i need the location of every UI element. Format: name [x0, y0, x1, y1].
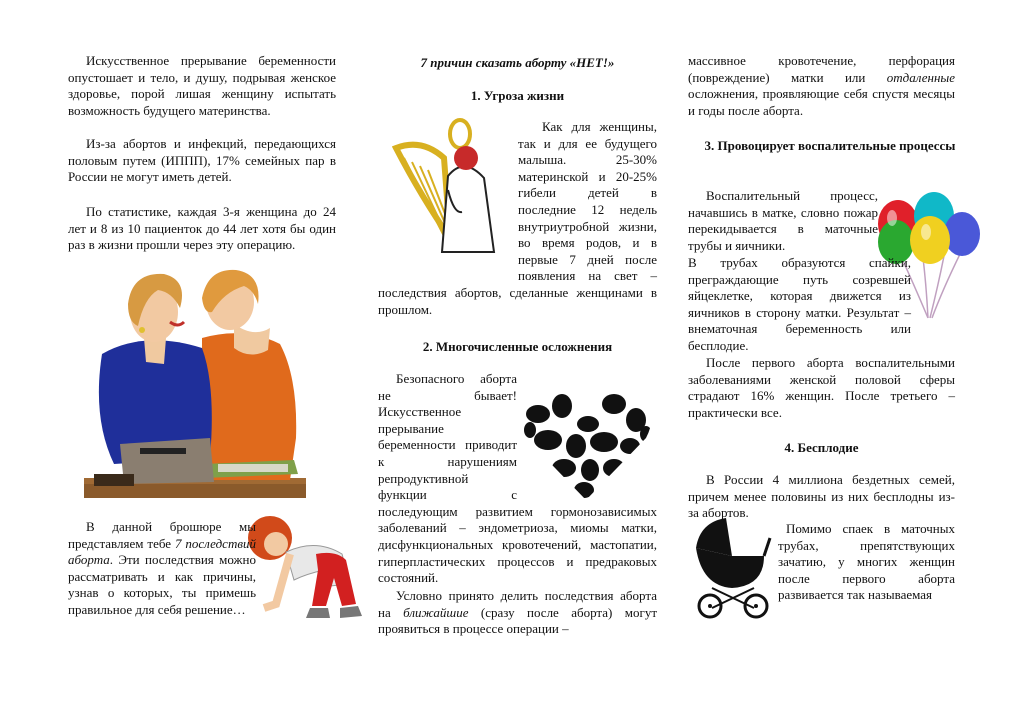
col3-paragraph-6: [778, 521, 955, 604]
col2-paragraph-3: [378, 588, 657, 638]
col3-paragraph-5: В России 4 миллиона бездетных семей, причем менее половины из них бесплодны из-за абортов.: [688, 472, 955, 521]
col1-paragraph-2: Из-за абортов и инфекций, передающихся половым путем (ИППП), 17% семейных пар в России не могут иметь детей.: [68, 136, 336, 185]
col1-p4-text-a: В данной брошюре мы представляем тебе: [68, 519, 256, 551]
col3-p1-text-b: осложнения, проявляющие себя спустя месяцы и годы после аборта.: [688, 86, 955, 118]
col2-p3-emphasis: ближайшие: [403, 604, 469, 620]
heading-complications: 2. Многочисленные осложнения: [422, 339, 613, 354]
col3-p3-text: В трубах образуются спайки, преграждающие путь созревшей яйцеклетке, которая движется из яичников в сторону матки. Результат – внематочная беременность или бесплодие.: [688, 255, 911, 353]
col1-p4-emphasis: 7 последствий аборта: [68, 535, 256, 568]
col1-paragraph-4: [68, 519, 256, 619]
col2-p1-text: Как для женщины, так и для ее будущего малыша. 25-30% материнской и 20-25% гибели детей в последние 12 недель внутриутробной жизни, во время родов, и в первые 7 дней после появления на свет – последствия абортов, сделанные женщинами в прошлом.: [378, 119, 657, 317]
col2-paragraph-2: [378, 371, 657, 587]
heading-threat-to-life: 1. Угроза жизни: [470, 88, 565, 103]
child-illustration: [246, 514, 370, 634]
heading-infertility: 4. Бесплодие: [784, 440, 859, 455]
col3-p1-text-a: массивное кровотечение, перфорация (повреждение) матки или: [688, 53, 955, 85]
col3-paragraph-3: [688, 255, 955, 355]
col3-paragraph-4: После первого аборта воспалительными заболеваниями женской половой сферы страдают 16% женщин. После третьего – практически все.: [688, 355, 955, 420]
col3-paragraph-1: [688, 53, 955, 119]
col3-paragraph-2: Воспалительный процесс, начавшись в матке, словно пожар перекидывается в маточные трубы и яичники.: [688, 188, 878, 253]
baby-carriage-illustration: [692, 516, 774, 620]
col1-paragraph-3: По статистике, каждая 3-я женщина до 24 лет и 8 из 10 пациенток до 44 лет хотя бы один раз в жизни прошли через эту операцию.: [68, 204, 336, 253]
col1-p4-text-b: . Эти последствия можно рассматривать и как причины, узнав о которых, ты примешь правильное для себя решение…: [68, 552, 256, 617]
col3-p1-emphasis: отдаленные: [886, 69, 955, 85]
brochure-title: 7 причин сказать аборту «НЕТ!»: [420, 55, 615, 70]
col2-p3-text-b: (сразу после аборта) могут проявиться в процессе операции –: [378, 604, 657, 637]
heading-inflammation: 3. Провоцирует воспалительные процессы: [704, 138, 956, 153]
col1-paragraph-1: Искусственное прерывание беременности опустошает и тело, и душу, подрывая женское здоровье, порой лишая женщину испытать возможность будущего материнства.: [68, 53, 336, 118]
col2-p3-text-a: Условно принято делить последствия аборта на: [378, 588, 657, 620]
col3-p6-text: Помимо спаек в маточных трубах, препятствующих зачатию, у многих женщин после первого аборта развивается так называемая: [778, 521, 955, 603]
two-women-illustration: [84, 268, 306, 504]
col2-paragraph-1: [378, 119, 657, 318]
col2-p2-text: Безопасного аборта не бывает! Искусственное прерывание беременности приводит к нарушениям репродуктивной функции с последующим развитием гормонозависимых заболеваний – эндометриоза, миомы матки, дисфункциональных кровотечений, мастопатии, гиперпластических процессов и предраковых состояний.: [378, 371, 657, 586]
